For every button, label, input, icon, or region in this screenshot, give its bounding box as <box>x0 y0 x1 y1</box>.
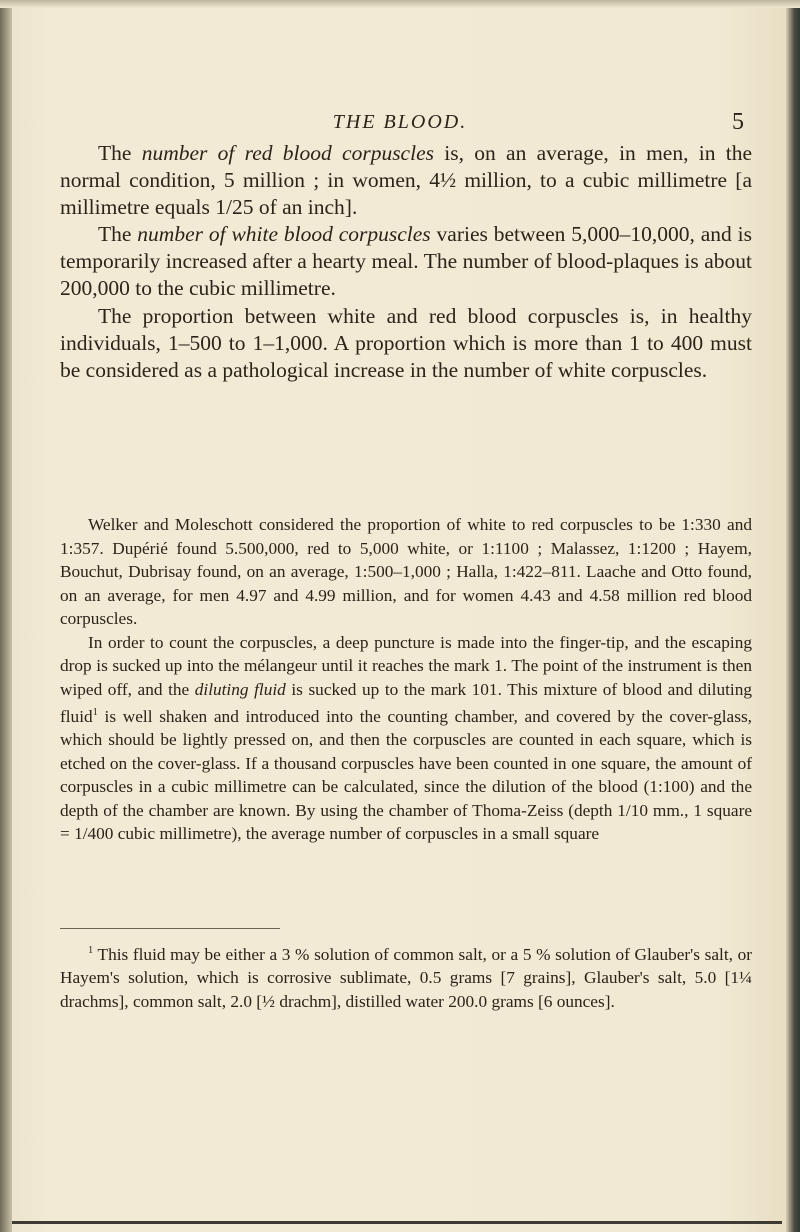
page-bottom-edge <box>12 1221 782 1224</box>
emphasis: number of red blood corpuscles <box>141 141 434 165</box>
text-run: The <box>98 141 142 165</box>
text-run: In order to count the corpuscles, a deep puncture is made into the finger-tip, and the escaping drop is sucked up into the mélangeur until it reaches the mark 1. The point of the instrument is then wiped off, and the <box>60 632 752 699</box>
text-run: varies between 5,000–10,000, and is temporarily increased after a hearty meal. The number of blood-plaques is about 200,000 to the cubic millimetre. <box>60 222 752 301</box>
footnote-rule <box>60 928 280 929</box>
page-fore-edge <box>786 0 800 1232</box>
running-header: THE BLOOD. <box>332 111 468 133</box>
text-run: is well shaken and introduced into the counting chamber, and covered by the cover-glass, which should be lightly pressed on, and then the corpuscles are counted in each square, which is etched on the cover-glass. If a thousand corpuscles have been counted in one square, the amount of corpuscles in a cubic millimetre can be calculated, since the dilution of the blood (1:100) and the depth of the chamber are known. By using the chamber of Thoma-Zeiss (depth 1/10 mm., 1 square = 1/400 cubic millimetre), the average number of corpuscles in a small square <box>60 706 752 844</box>
footnote-marker: 1 <box>92 707 98 718</box>
paragraph-welker: Welker and Moleschott considered the proportion of white to red corpuscles to be 1:330 and 1:357. Dupérié found 5.500,000, red to 5,000 white, or 1:1100 ; Malassez, 1:1200 ; Hayem, Bouchut, Dubrisay found, on an average, 1:500–1,000 ; Halla, 1:422–811. Laache and Otto found, on an average, for men 4.97 and 4.99 million, and for women 4.43 and 4.58 million red blood corpuscles. <box>60 515 752 628</box>
footnote-text: This fluid may be either a 3 % solution of common salt, or a 5 % solution of Glauber's salt, or Hayem's solution, which is corrosive sublimate, 0.5 grams [7 grains], Glauber's salt, 5.0 [1¼ drachms], common salt, 2.0 [½ drachm], distilled water 200.0 grams [6 ounces]. <box>60 944 752 1011</box>
paragraph-counting <box>60 631 752 846</box>
footnote <box>60 939 752 1013</box>
footnote-paragraph <box>60 939 752 1013</box>
text-run: is, on an average, in men, in the normal condition, 5 million ; in women, 4½ million, to a cubic millimetre [a millimetre equals 1/25 of an inch]. <box>60 141 752 220</box>
page-top-edge <box>0 0 800 8</box>
book-binding-edge <box>0 0 12 1232</box>
emphasis: number of white blood corpuscles <box>137 222 431 247</box>
emphasis: diluting fluid <box>194 679 286 699</box>
paragraph-red-corpuscles <box>60 140 752 221</box>
small-print-text <box>60 513 752 846</box>
text-run: is sucked up to the mark 101. This mixture of blood and diluting fluid <box>60 679 752 726</box>
page-number: 5 <box>732 109 744 135</box>
paragraph-white-corpuscles <box>60 221 752 302</box>
main-text <box>60 140 752 384</box>
text-run: The <box>98 222 138 247</box>
footnote-marker: 1 <box>88 945 94 956</box>
paragraph-proportion: The proportion between white and red blood corpuscles is, in healthy individuals, 1–500 to 1–1,000. A proportion which is more than 1 to 400 must be considered as a pathological increase in the number of white corpuscles. <box>60 303 752 382</box>
